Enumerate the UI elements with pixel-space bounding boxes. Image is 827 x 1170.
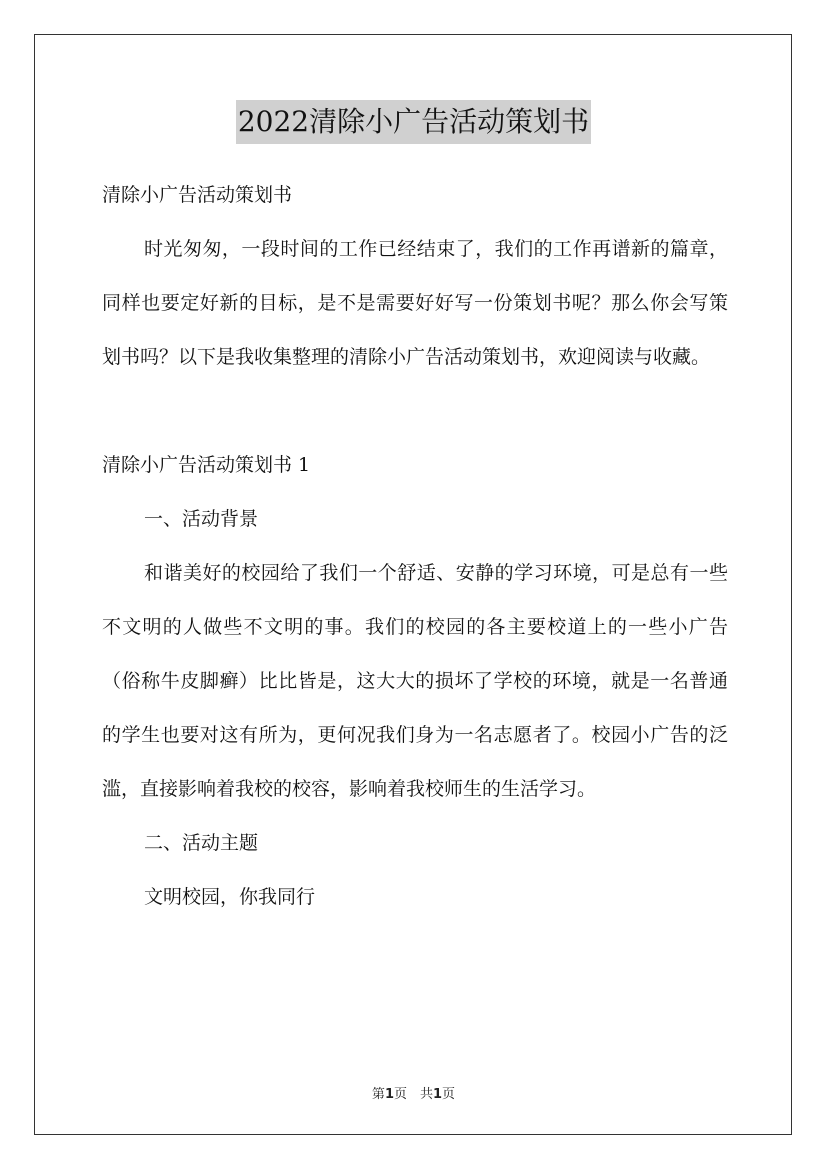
title-container — [0, 100, 827, 144]
footer-prefix: 第 — [371, 1087, 385, 1102]
footer-page-number: 1 — [384, 1087, 394, 1102]
footer-mid: 页 共 — [393, 1087, 433, 1102]
theme-paragraph: 文明校园，你我同行 — [144, 886, 316, 908]
intro-paragraph: 时光匆匆，一段时间的工作已经结束了，我们的工作再谱新的篇章，同样也要定好新的目标，是不是需要好好写一份策划书呢？那么你会写策划书吗？以下是我收集整理的清除小广告活动策划书，欢迎阅读与收藏。 — [102, 238, 728, 368]
footer-page-total: 1 — [433, 1087, 443, 1102]
subtitle: 清除小广告活动策划书 — [102, 184, 293, 206]
document-title: 2022清除小广告活动策划书 — [236, 100, 591, 144]
heading-theme: 二、活动主题 — [144, 832, 259, 854]
footer-suffix: 页 — [442, 1087, 456, 1102]
spacer — [102, 384, 728, 438]
background-paragraph: 和谐美好的校园给了我们一个舒适、安静的学习环境，可是总有一些不文明的人做些不文明的事。我们的校园的各主要校道上的一些小广告（俗称牛皮脚癣）比比皆是，这大大的损坏了学校的环境，就是一名普通的学生也要对这有所为，更何况我们身为一名志愿者了。校园小广告的泛滥，直接影响着我校的校容，影响着我校师生的生活学习。 — [102, 562, 728, 800]
heading-background: 一、活动背景 — [144, 508, 259, 530]
document-body — [102, 168, 728, 924]
section-title: 清除小广告活动策划书 1 — [102, 454, 311, 476]
page-footer — [0, 1083, 827, 1102]
